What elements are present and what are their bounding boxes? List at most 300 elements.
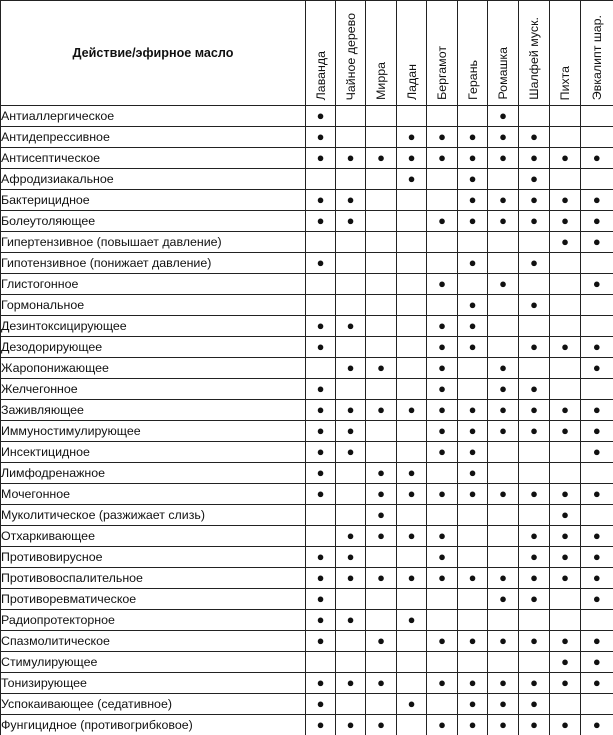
mark-cell [306, 106, 336, 127]
mark-cell [488, 673, 519, 694]
mark-cell [550, 505, 581, 526]
mark-cell [519, 169, 550, 190]
mark-cell [519, 106, 550, 127]
mark-cell [306, 526, 336, 547]
bullet-icon: ● [593, 549, 601, 564]
action-label: Муколитическое (разжижает слизь) [1, 505, 306, 526]
mark-cell [519, 463, 550, 484]
mark-cell [550, 442, 581, 463]
mark-cell [336, 631, 366, 652]
mark-cell [306, 274, 336, 295]
mark-cell [427, 547, 458, 568]
mark-cell [366, 715, 397, 735]
table-row [1, 253, 613, 274]
bullet-icon: ● [469, 633, 477, 648]
mark-cell [306, 589, 336, 610]
mark-cell [397, 505, 427, 526]
mark-cell [397, 547, 427, 568]
bullet-icon: ● [561, 150, 569, 165]
mark-cell [427, 274, 458, 295]
mark-cell [306, 421, 336, 442]
mark-cell [488, 127, 519, 148]
mark-cell [336, 484, 366, 505]
mark-cell [397, 358, 427, 379]
mark-cell [366, 106, 397, 127]
mark-cell [336, 400, 366, 421]
table-row [1, 232, 613, 253]
mark-cell [397, 631, 427, 652]
mark-cell [488, 526, 519, 547]
mark-cell [458, 568, 488, 589]
bullet-icon: ● [561, 633, 569, 648]
mark-cell [366, 211, 397, 232]
mark-cell [427, 169, 458, 190]
mark-cell [458, 715, 488, 735]
bullet-icon: ● [561, 654, 569, 669]
bullet-icon: ● [593, 591, 601, 606]
table-row [1, 526, 613, 547]
bullet-icon: ● [347, 192, 355, 207]
bullet-icon: ● [317, 318, 325, 333]
mark-cell [397, 484, 427, 505]
mark-cell [581, 211, 613, 232]
mark-cell [550, 358, 581, 379]
bullet-icon: ● [593, 360, 601, 375]
mark-cell [488, 253, 519, 274]
bullet-icon: ● [377, 507, 385, 522]
mark-cell [427, 190, 458, 211]
mark-cell [581, 190, 613, 211]
bullet-icon: ● [317, 591, 325, 606]
mark-cell [306, 568, 336, 589]
mark-cell [488, 148, 519, 169]
action-label: Стимулирующее [1, 652, 306, 673]
mark-cell [306, 295, 336, 316]
mark-cell [427, 295, 458, 316]
mark-cell [519, 379, 550, 400]
action-label: Антидепрессивное [1, 127, 306, 148]
bullet-icon: ● [561, 507, 569, 522]
mark-cell [550, 463, 581, 484]
action-label: Жаропонижающее [1, 358, 306, 379]
mark-cell [306, 715, 336, 735]
bullet-icon: ● [408, 612, 416, 627]
mark-cell [458, 211, 488, 232]
bullet-icon: ● [377, 486, 385, 501]
mark-cell [366, 421, 397, 442]
bullet-icon: ● [499, 276, 507, 291]
mark-cell [488, 631, 519, 652]
mark-cell [519, 568, 550, 589]
mark-cell [306, 316, 336, 337]
mark-cell [458, 421, 488, 442]
bullet-icon: ● [317, 108, 325, 123]
mark-cell [519, 631, 550, 652]
mark-cell [488, 400, 519, 421]
mark-cell [488, 589, 519, 610]
mark-cell [397, 379, 427, 400]
mark-cell [458, 694, 488, 715]
mark-cell [519, 253, 550, 274]
mark-cell [427, 337, 458, 358]
table-row [1, 379, 613, 400]
mark-cell [488, 358, 519, 379]
mark-cell [427, 568, 458, 589]
bullet-icon: ● [408, 402, 416, 417]
mark-cell [581, 106, 613, 127]
mark-cell [366, 295, 397, 316]
mark-cell [366, 253, 397, 274]
table-row [1, 421, 613, 442]
bullet-icon: ● [530, 402, 538, 417]
mark-cell [550, 547, 581, 568]
mark-cell [519, 358, 550, 379]
mark-cell [488, 547, 519, 568]
bullet-icon: ● [317, 192, 325, 207]
table-row [1, 547, 613, 568]
mark-cell [550, 274, 581, 295]
mark-cell [397, 610, 427, 631]
mark-cell [581, 379, 613, 400]
oil-name: Бергамот [435, 42, 449, 102]
action-label: Противовоспалительное [1, 568, 306, 589]
mark-cell [581, 442, 613, 463]
mark-cell [306, 631, 336, 652]
mark-cell [427, 463, 458, 484]
mark-cell [458, 190, 488, 211]
bullet-icon: ● [530, 192, 538, 207]
bullet-icon: ● [593, 444, 601, 459]
mark-cell [581, 358, 613, 379]
mark-cell [427, 106, 458, 127]
mark-cell [366, 484, 397, 505]
mark-cell [581, 484, 613, 505]
bullet-icon: ● [561, 339, 569, 354]
bullet-icon: ● [377, 717, 385, 732]
corner-header: Действие/эфирное масло [1, 1, 306, 106]
bullet-icon: ● [593, 423, 601, 438]
mark-cell [427, 442, 458, 463]
bullet-icon: ● [438, 318, 446, 333]
bullet-icon: ● [499, 675, 507, 690]
bullet-icon: ● [530, 255, 538, 270]
mark-cell [458, 631, 488, 652]
mark-cell [366, 337, 397, 358]
mark-cell [336, 547, 366, 568]
bullet-icon: ● [593, 486, 601, 501]
mark-cell [427, 652, 458, 673]
mark-cell [427, 589, 458, 610]
mark-cell [519, 715, 550, 735]
bullet-icon: ● [408, 150, 416, 165]
bullet-icon: ● [499, 591, 507, 606]
bullet-icon: ● [593, 213, 601, 228]
table-row [1, 316, 613, 337]
oil-column-header [488, 1, 519, 106]
mark-cell [397, 232, 427, 253]
mark-cell [366, 169, 397, 190]
bullet-icon: ● [438, 276, 446, 291]
table-row [1, 505, 613, 526]
bullet-icon: ● [469, 339, 477, 354]
bullet-icon: ● [438, 150, 446, 165]
mark-cell [427, 127, 458, 148]
action-label: Успокаивающее (седативное) [1, 694, 306, 715]
bullet-icon: ● [499, 696, 507, 711]
mark-cell [581, 715, 613, 735]
action-label: Глистогонное [1, 274, 306, 295]
mark-cell [306, 379, 336, 400]
mark-cell [550, 295, 581, 316]
mark-cell [488, 442, 519, 463]
bullet-icon: ● [593, 339, 601, 354]
mark-cell [488, 232, 519, 253]
bullet-icon: ● [530, 171, 538, 186]
mark-cell [519, 190, 550, 211]
mark-cell [519, 589, 550, 610]
mark-cell [519, 694, 550, 715]
mark-cell [306, 169, 336, 190]
mark-cell [306, 400, 336, 421]
bullet-icon: ● [561, 213, 569, 228]
action-label: Дезинтоксицирующее [1, 316, 306, 337]
mark-cell [336, 337, 366, 358]
action-label: Заживляющее [1, 400, 306, 421]
bullet-icon: ● [347, 402, 355, 417]
bullet-icon: ● [377, 633, 385, 648]
mark-cell [427, 715, 458, 735]
bullet-icon: ● [593, 528, 601, 543]
mark-cell [427, 505, 458, 526]
mark-cell [366, 694, 397, 715]
mark-cell [306, 232, 336, 253]
mark-cell [458, 442, 488, 463]
bullet-icon: ● [499, 570, 507, 585]
mark-cell [458, 526, 488, 547]
bullet-icon: ● [317, 570, 325, 585]
mark-cell [366, 610, 397, 631]
table-row [1, 274, 613, 295]
mark-cell [519, 673, 550, 694]
action-label: Противовирусное [1, 547, 306, 568]
bullet-icon: ● [347, 717, 355, 732]
mark-cell [366, 190, 397, 211]
mark-cell [458, 169, 488, 190]
mark-cell [336, 673, 366, 694]
table-row [1, 442, 613, 463]
bullet-icon: ● [499, 381, 507, 396]
mark-cell [397, 295, 427, 316]
bullet-icon: ● [438, 675, 446, 690]
mark-cell [519, 127, 550, 148]
bullet-icon: ● [469, 255, 477, 270]
action-label: Болеутоляющее [1, 211, 306, 232]
bullet-icon: ● [593, 633, 601, 648]
table-row [1, 190, 613, 211]
oil-column-header [366, 1, 397, 106]
mark-cell [519, 652, 550, 673]
bullet-icon: ● [499, 150, 507, 165]
bullet-icon: ● [530, 486, 538, 501]
mark-cell [581, 568, 613, 589]
mark-cell [306, 190, 336, 211]
mark-cell [458, 400, 488, 421]
mark-cell [581, 526, 613, 547]
mark-cell [519, 337, 550, 358]
mark-cell [336, 505, 366, 526]
mark-cell [336, 190, 366, 211]
mark-cell [427, 526, 458, 547]
mark-cell [581, 421, 613, 442]
mark-cell [397, 337, 427, 358]
mark-cell [336, 715, 366, 735]
oil-column-header [336, 1, 366, 106]
mark-cell [581, 652, 613, 673]
mark-cell [550, 127, 581, 148]
table-body [1, 106, 613, 735]
bullet-icon: ● [593, 192, 601, 207]
header-row [1, 1, 613, 106]
mark-cell [550, 190, 581, 211]
mark-cell [581, 694, 613, 715]
bullet-icon: ● [347, 360, 355, 375]
bullet-icon: ● [408, 129, 416, 144]
mark-cell [306, 442, 336, 463]
mark-cell [488, 190, 519, 211]
bullet-icon: ● [499, 633, 507, 648]
mark-cell [488, 169, 519, 190]
mark-cell [458, 253, 488, 274]
mark-cell [366, 316, 397, 337]
bullet-icon: ● [530, 717, 538, 732]
bullet-icon: ● [377, 675, 385, 690]
mark-cell [336, 106, 366, 127]
mark-cell [458, 652, 488, 673]
bullet-icon: ● [530, 528, 538, 543]
mark-cell [397, 694, 427, 715]
mark-cell [306, 253, 336, 274]
bullet-icon: ● [377, 360, 385, 375]
bullet-icon: ● [347, 612, 355, 627]
mark-cell [550, 673, 581, 694]
bullet-icon: ● [317, 381, 325, 396]
oil-column-header [519, 1, 550, 106]
bullet-icon: ● [438, 549, 446, 564]
bullet-icon: ● [438, 402, 446, 417]
mark-cell [581, 547, 613, 568]
bullet-icon: ● [530, 297, 538, 312]
bullet-icon: ● [469, 150, 477, 165]
action-label: Гипотензивное (понижает давление) [1, 253, 306, 274]
oil-column-header [397, 1, 427, 106]
mark-cell [581, 232, 613, 253]
mark-cell [397, 568, 427, 589]
bullet-icon: ● [347, 528, 355, 543]
mark-cell [550, 253, 581, 274]
table-row [1, 463, 613, 484]
action-label: Антиаллергическое [1, 106, 306, 127]
mark-cell [488, 274, 519, 295]
mark-cell [519, 505, 550, 526]
mark-cell [427, 400, 458, 421]
mark-cell [519, 442, 550, 463]
bullet-icon: ● [317, 696, 325, 711]
bullet-icon: ● [530, 549, 538, 564]
mark-cell [427, 610, 458, 631]
mark-cell [336, 589, 366, 610]
bullet-icon: ● [408, 486, 416, 501]
bullet-icon: ● [499, 108, 507, 123]
mark-cell [550, 568, 581, 589]
mark-cell [550, 379, 581, 400]
mark-cell [397, 169, 427, 190]
bullet-icon: ● [530, 381, 538, 396]
mark-cell [397, 526, 427, 547]
action-label: Гипертензивное (повышает давление) [1, 232, 306, 253]
bullet-icon: ● [469, 486, 477, 501]
mark-cell [306, 463, 336, 484]
bullet-icon: ● [561, 675, 569, 690]
mark-cell [519, 547, 550, 568]
mark-cell [488, 484, 519, 505]
bullet-icon: ● [317, 465, 325, 480]
mark-cell [550, 652, 581, 673]
mark-cell [550, 715, 581, 735]
mark-cell [550, 694, 581, 715]
bullet-icon: ● [438, 381, 446, 396]
bullet-icon: ● [593, 654, 601, 669]
mark-cell [488, 652, 519, 673]
mark-cell [488, 610, 519, 631]
bullet-icon: ● [438, 129, 446, 144]
mark-cell [488, 505, 519, 526]
bullet-icon: ● [593, 276, 601, 291]
bullet-icon: ● [408, 465, 416, 480]
oil-column-header [306, 1, 336, 106]
mark-cell [488, 715, 519, 735]
mark-cell [519, 610, 550, 631]
bullet-icon: ● [499, 423, 507, 438]
action-label: Мочегонное [1, 484, 306, 505]
action-label: Отхаркивающее [1, 526, 306, 547]
mark-cell [581, 274, 613, 295]
mark-cell [458, 610, 488, 631]
bullet-icon: ● [469, 171, 477, 186]
bullet-icon: ● [469, 696, 477, 711]
mark-cell [458, 484, 488, 505]
mark-cell [488, 463, 519, 484]
bullet-icon: ● [408, 570, 416, 585]
mark-cell [519, 421, 550, 442]
bullet-icon: ● [469, 213, 477, 228]
table-row [1, 400, 613, 421]
mark-cell [427, 253, 458, 274]
mark-cell [306, 484, 336, 505]
bullet-icon: ● [317, 213, 325, 228]
mark-cell [397, 253, 427, 274]
mark-cell [581, 505, 613, 526]
mark-cell [397, 148, 427, 169]
bullet-icon: ● [438, 213, 446, 228]
mark-cell [519, 274, 550, 295]
action-label: Инсектицидное [1, 442, 306, 463]
mark-cell [397, 673, 427, 694]
mark-cell [366, 127, 397, 148]
mark-cell [427, 211, 458, 232]
mark-cell [550, 484, 581, 505]
bullet-icon: ● [347, 549, 355, 564]
table-row [1, 148, 613, 169]
